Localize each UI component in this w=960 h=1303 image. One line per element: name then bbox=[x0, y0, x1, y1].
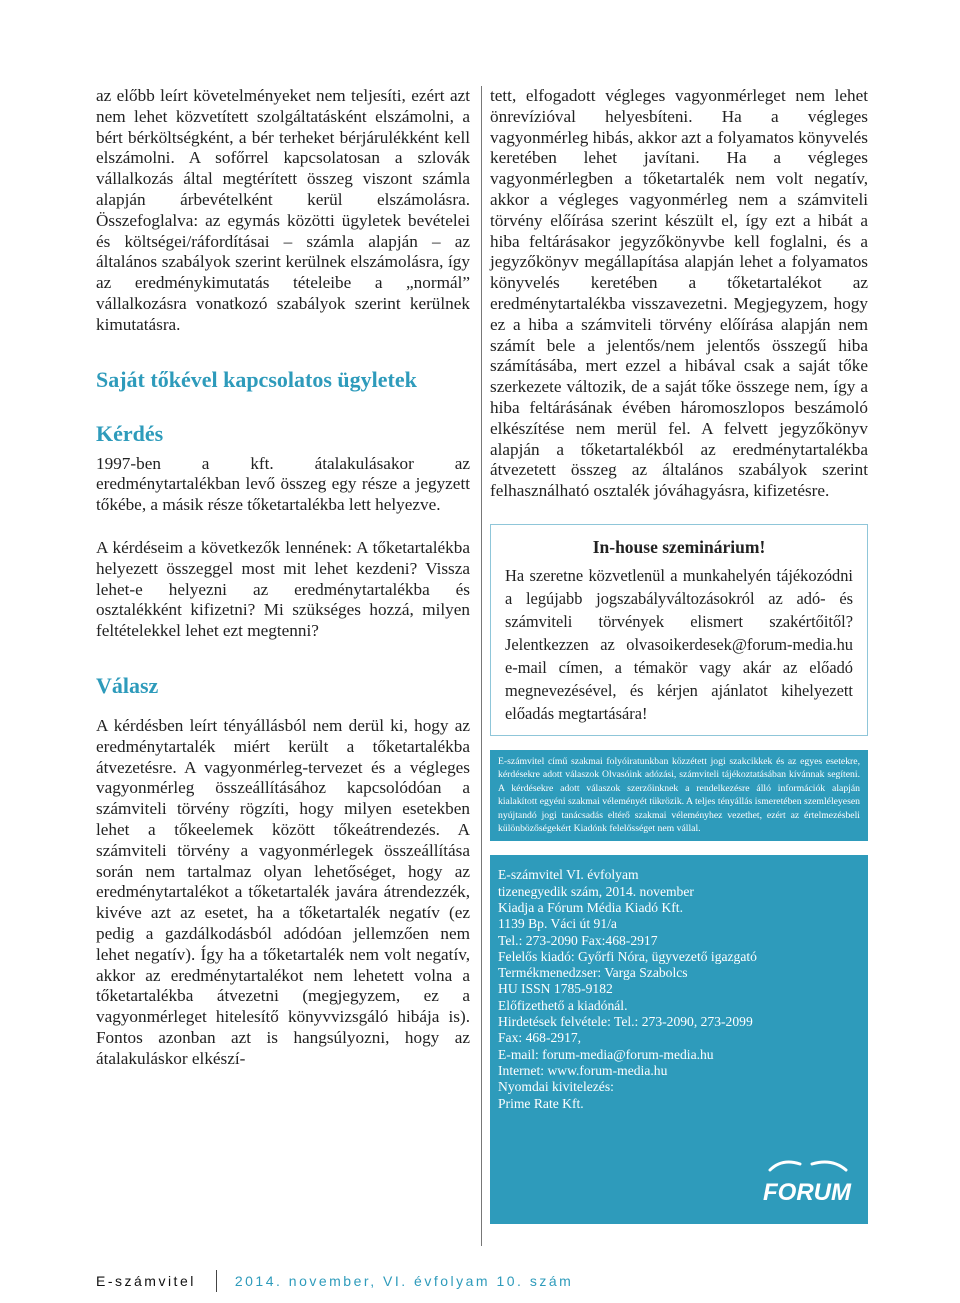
imprint-line: Hirdetések felvétele: Tel.: 273-2090, 273-2099 bbox=[498, 1014, 753, 1030]
imprint-line: Nyomdai kivitelezés: bbox=[498, 1079, 614, 1095]
page-footer bbox=[96, 1266, 573, 1296]
imprint-line: Tel.: 273-2090 Fax:468-2917 bbox=[498, 932, 658, 948]
imprint-line: Fax: 468-2917, bbox=[498, 1030, 582, 1046]
imprint-line: HU ISSN 1785-9182 bbox=[498, 981, 613, 997]
section-heading: Saját tőkével kapcsolatos ügyletek bbox=[96, 366, 417, 392]
imprint-line: E-mail: forum-media@forum-media.hu bbox=[498, 1046, 714, 1062]
footer-issue: 2014. november, VI. évfolyam 10. szám bbox=[234, 1273, 574, 1289]
imprint-line: Prime Rate Kft. bbox=[498, 1095, 584, 1111]
answer-heading: Válasz bbox=[96, 672, 159, 698]
paragraph-summary: az előbb leírt követelményeket nem teljesíti, ezért azt nem lehet közvetített szolgáltatásként elszámolni, a bért bérköltségként, a bér terheket bérjárulékként kell elszámolni. A sofőrrel kapcsolatosan a szlovák vállalkozás által megtérített összeg viszont számla alapján árbevételként kerül elszámolásra. Összefoglalva: az egymás közötti ügyletek bevételei és költségei/ráfordításai – számla alapján – az általános szabályok szerint kerülnek elszámolásra, így az eredménykimutatás tételeibe a „normál” vállalkozásra vonatkozó szabályok szerint kerülnek kimutatásra. bbox=[96, 86, 470, 334]
footer-magazine: E-számvitel bbox=[96, 1273, 196, 1289]
answer-continuation: tett, elfogadott végleges vagyonmérleget nem lehet önrevízióval helyesbíteni. Ha a végleges vagyonmérleg hibás, akkor azt a folyamatos könyvelés keretében lehet javítani. Ha a végleges vagyonmérlegben a tőketartalék nem volt negatív, akkor a végleges vagyonmérleg nem a számviteli törvény előírása szerint készült el, így ezt a hibát a hiba feltárásakor jegyzőkönyvbe kell foglalni, és a jegyzőkönyv megállapítása alapján lehet a folyamatos könyvelés keretében a tőketartalékot az eredménytartalékba visszavezetni. Megjegyzem, hogy ez a hiba a számviteli törvény előírása alapján nem számít bele a jelentős/nem jelentős összegű hiba számításába, mert ezzel a hibával csak a saját tőke szerkezete változik, de a saját tőke összege nem, így a hiba feltárásának évében háromoszlopos beszámoló elkészítése nem merül fel. A felvett jegyzőkönyv alapján a tőketartalékból az eredménytartalékba átvezetett összeg az általános szabályok szerint felhasználható osztalék jóváhagyásra, kifizetésre. bbox=[490, 86, 868, 501]
seminar-box bbox=[490, 524, 868, 736]
right-column bbox=[490, 86, 868, 1224]
seminar-text: Ha szeretne közvetlenül a munkahelyén tájékozódni a legújabb jogszabályváltozásokról az adó- és számviteli törvények elismert szakértőitől? Jelentkezzen az olvasoikerdesek@forum-media.hu e-mail címen, a témakör vagy akár az előadó megnevezésével, és kérjen ajánlatot kihelyezett előadás megtartására! bbox=[505, 565, 853, 723]
question-text: 1997-ben a kft. átalakulásakor az eredménytartalékban levő összeg egy része a jegyzett tőkébe, a másik része tőketartalékba lett helyezve. bbox=[96, 453, 470, 515]
imprint-line: Internet: www.forum-media.hu bbox=[498, 1062, 668, 1078]
disclaimer-box: E-számvitel című szakmai folyóiratunkban közzétett jogi szakcikkek és az egyes esetekre, kérdésekre adott válaszok Olvasóink adózási, számviteli tájékoztatásában kívánnak segíteni. A kérdésekre adott válaszok szerzőinknek a rendelkezésre álló információk alapján kialakított egyéni szakmai véleményét tükrözik. A teljes tényállás ismeretében szemléleyesen nyújtandó jogi tanácsadás eltérő szakmai véleményhez vezethet, ezért az értelmezésbeli különbözőségekért Kiadónk felelősséget nem vállal. bbox=[490, 750, 868, 841]
imprint-box bbox=[490, 855, 868, 1224]
footer-separator bbox=[216, 1270, 217, 1292]
left-column bbox=[96, 86, 470, 1069]
imprint-line: Előfizethető a kiadónál. bbox=[498, 997, 628, 1013]
imprint-line: Felelős kiadó: Győrfi Nóra, ügyvezető igazgató bbox=[498, 948, 757, 964]
column-divider bbox=[481, 86, 482, 1246]
imprint-line: Kiadja a Fórum Média Kiadó Kft. bbox=[498, 899, 683, 915]
imprint-line: E-számvitel VI. évfolyam bbox=[498, 867, 639, 883]
seminar-title: In-house szeminárium! bbox=[592, 536, 766, 557]
question-heading: Kérdés bbox=[96, 420, 164, 446]
imprint-line: 1139 Bp. Váci út 91/a bbox=[498, 916, 617, 932]
imprint-line: Termékmenedzser: Varga Szabolcs bbox=[498, 965, 688, 981]
question-text-2: A kérdéseim a következők lennének: A tőketartalékba helyezett összeggel most mit lehet kezdeni? Vissza lehet-e helyezni az eredménytartalékba és osztalékként kifizetni? Mi szükséges hozzá, milyen feltételekkel lehet ezt megtenni? bbox=[96, 537, 470, 641]
forum-logo bbox=[752, 1156, 862, 1216]
answer-text: A kérdésben leírt tényállásból nem derül ki, hogy az eredménytartalék miért került a tőketartalékba átvezetésre. A vagyonmérleg-tervezet és a végleges vagyonmérleg összeállításához kapcsolódóan a számviteli törvény rögzíti, hogy milyen esetekben lehet a tőkeelemek között tőkeátrendezés. A számviteli törvény a vagyonmérlegek összeállítása során nem tartalmaz olyan lehetőséget, hogy az eredménytartalékot a tőketartalék javára átrendezzék, kivéve azt az esetet, ha a tőketartalék negatív (ez pedig a gazdálkodásból adódóan jellemzően nem lehet negatív). Így ha a tőketartalék nem volt negatív, akkor az eredménytartalékot nem lehetett volna a tőketartalékba átvezetni (megjegyzem, ez a vagyonmérleget hitelesítő könyvvizsgáló hibája is). Fontos azonban azt is hangsúlyozni, hogy az átalakuláskor elkészí- bbox=[96, 715, 470, 1068]
imprint-line: tizenegyedik szám, 2014. november bbox=[498, 883, 694, 899]
logo-text: FORUM bbox=[763, 1179, 851, 1207]
imprint-lines bbox=[498, 867, 860, 1111]
